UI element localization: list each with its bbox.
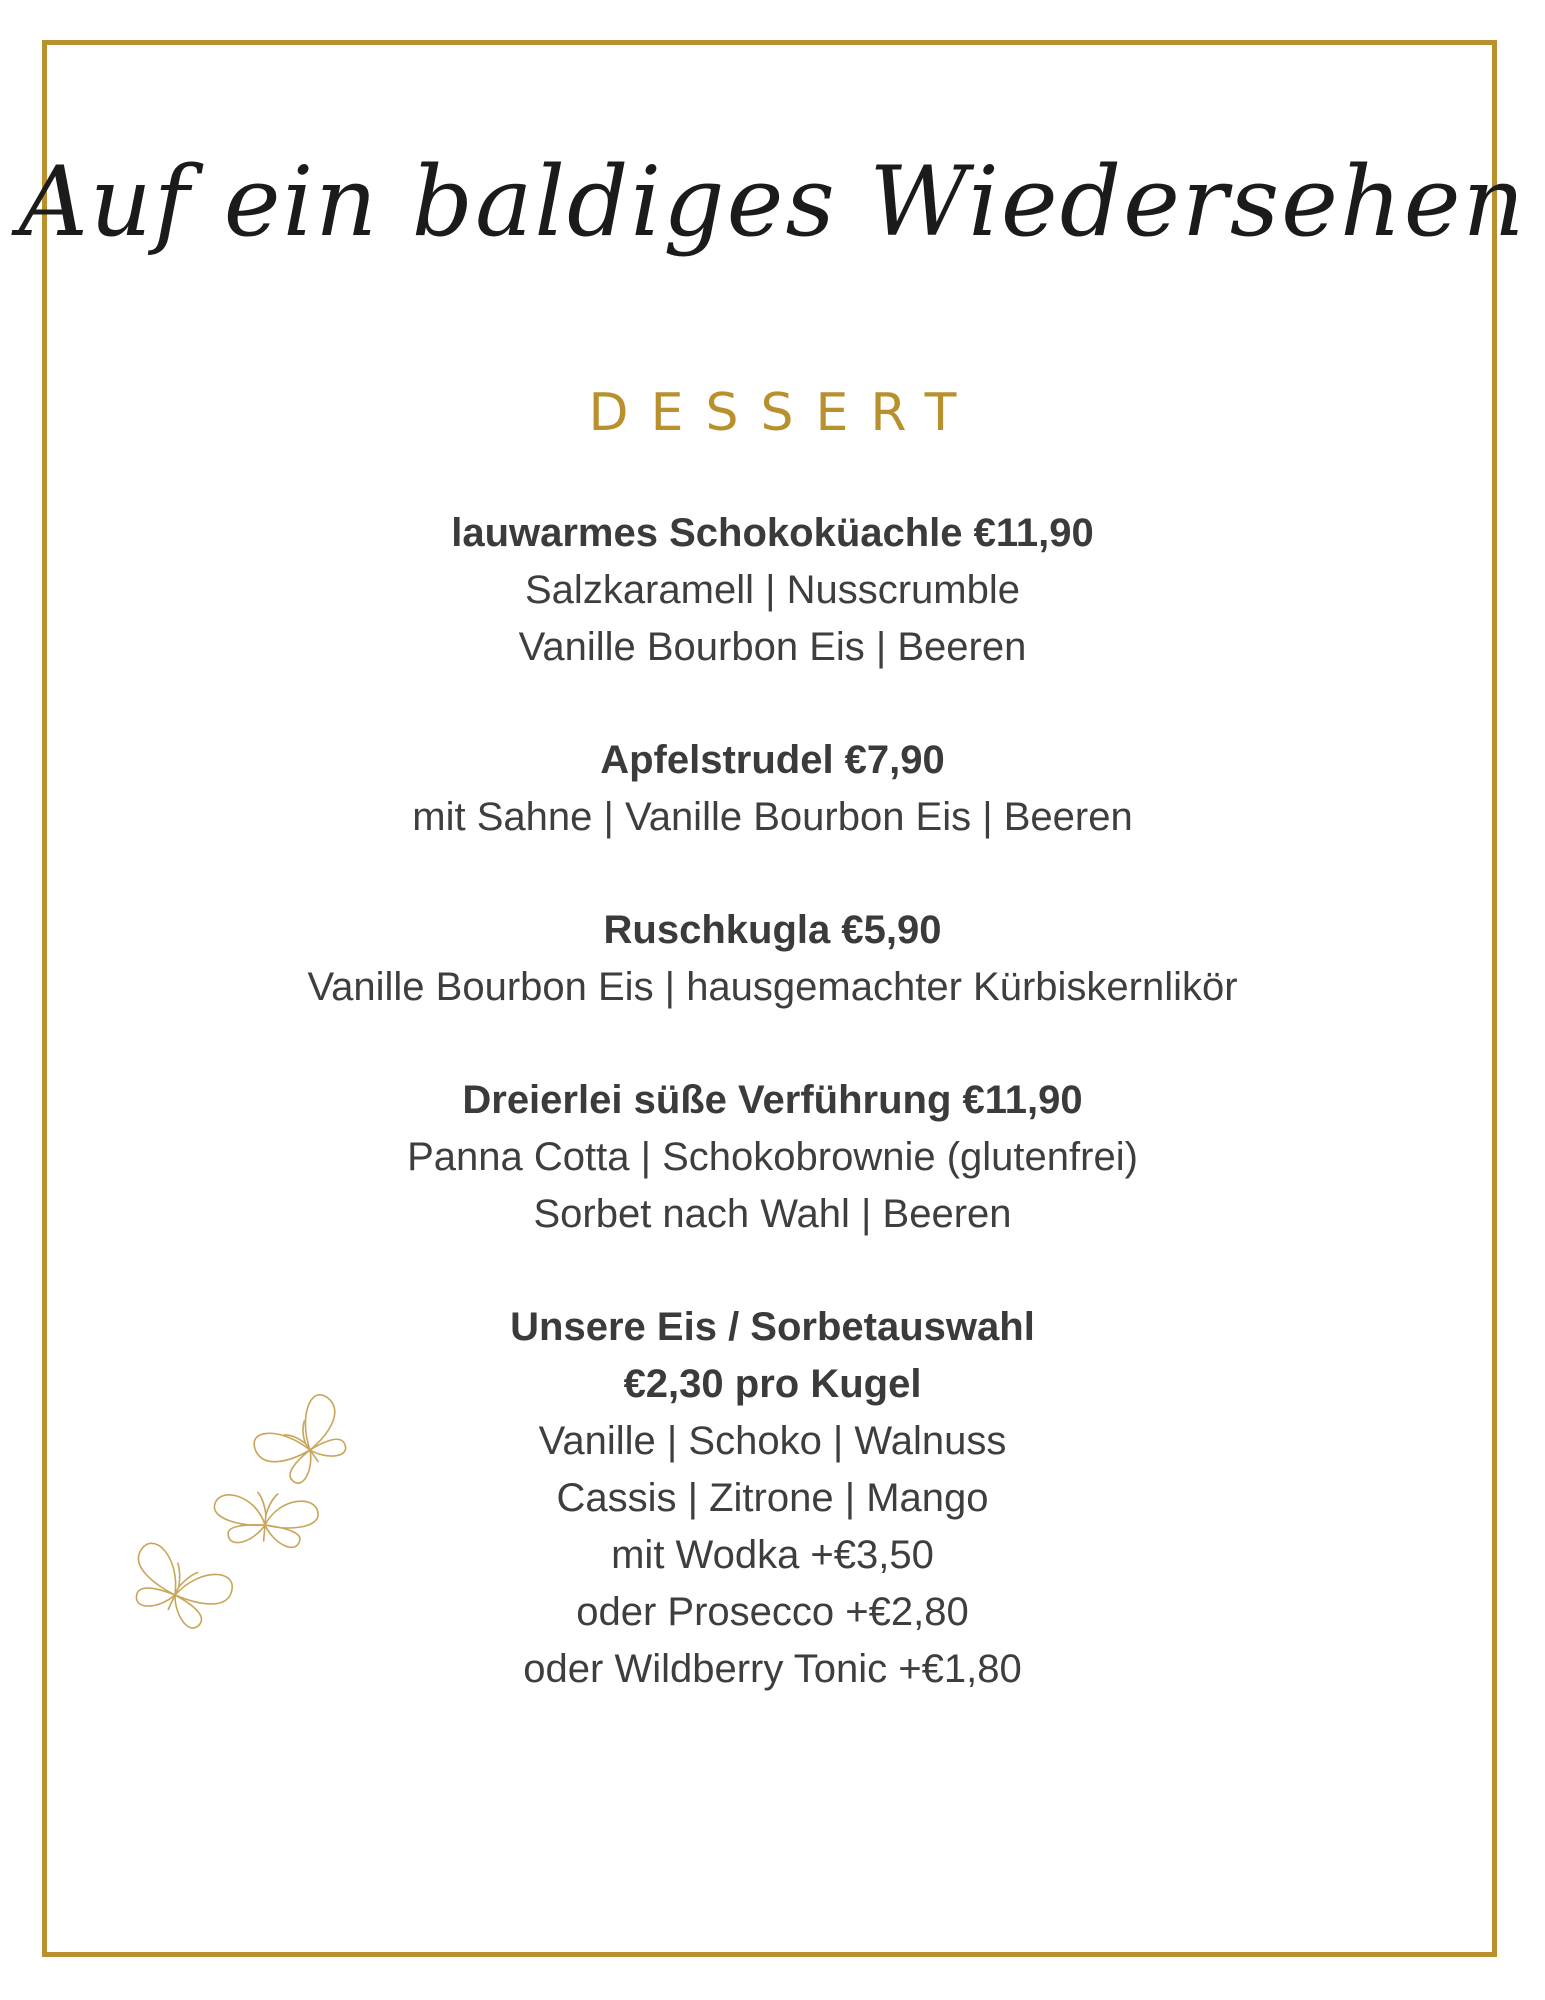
page-headline: Auf ein baldiges Wiedersehen <box>18 146 1527 258</box>
menu-item-description: Vanille Bourbon Eis | Beeren <box>518 625 1027 669</box>
section-title-dessert: DESSERT <box>588 383 979 443</box>
menu-item-description: oder Wildberry Tonic +€1,80 <box>523 1647 1022 1691</box>
menu-item-title: lauwarmes Schokoküachle €11,90 <box>451 511 1094 555</box>
menu-item-description: oder Prosecco +€2,80 <box>576 1590 969 1634</box>
menu-item-schokokuachle <box>0 505 1545 676</box>
menu-item-title: Apfelstrudel €7,90 <box>600 738 945 782</box>
menu-item-title: Dreierlei süße Verführung €11,90 <box>462 1078 1083 1122</box>
menu-item-description: Panna Cotta | Schokobrownie (glutenfrei) <box>407 1135 1138 1179</box>
menu-item-description: Salzkaramell | Nusscrumble <box>525 568 1020 612</box>
butterflies-icon <box>120 1380 420 1660</box>
menu-item-apfelstrudel <box>0 732 1545 846</box>
menu-item-title: Unsere Eis / Sorbetauswahl <box>510 1305 1035 1349</box>
menu-item-title: Ruschkugla €5,90 <box>603 908 942 952</box>
menu-item-description: mit Wodka +€3,50 <box>611 1533 934 1577</box>
menu-item-price: €2,30 pro Kugel <box>623 1362 922 1406</box>
menu-item-description: Vanille | Schoko | Walnuss <box>538 1419 1007 1463</box>
menu-item-description: Cassis | Zitrone | Mango <box>556 1476 989 1520</box>
menu-item-description: mit Sahne | Vanille Bourbon Eis | Beeren <box>412 795 1133 839</box>
menu-item-ruschkugla <box>0 902 1545 1016</box>
menu-item-dreierlei <box>0 1072 1545 1243</box>
menu-item-description: Sorbet nach Wahl | Beeren <box>533 1192 1012 1236</box>
menu-item-description: Vanille Bourbon Eis | hausgemachter Kürbiskernlikör <box>307 965 1238 1009</box>
